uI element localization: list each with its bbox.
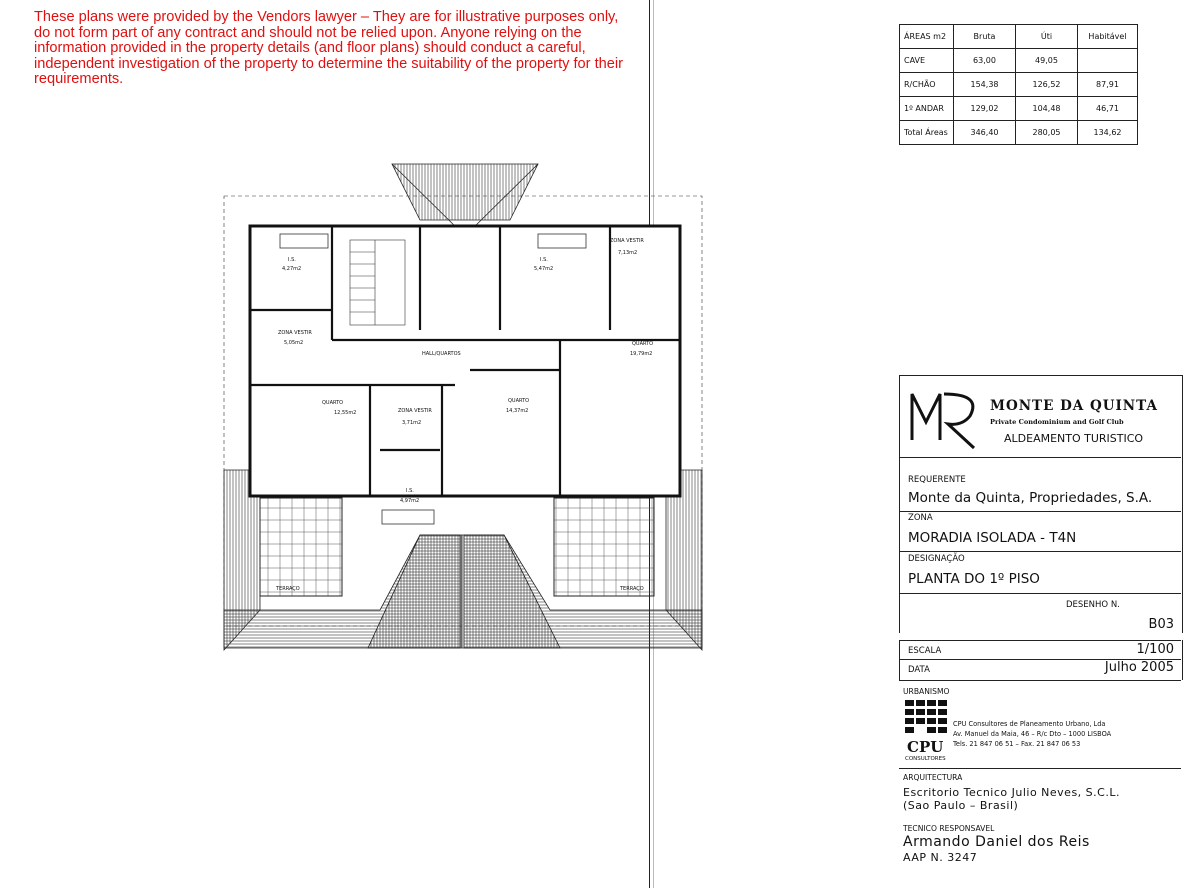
- room-quarto-left: QUARTO: [322, 400, 344, 406]
- bathtub-center: [382, 510, 434, 524]
- data-value: Julho 2005: [1104, 660, 1174, 675]
- header-habitavel: Habitável: [1078, 25, 1138, 49]
- room-zona-vestir-top-area: 7,13m2: [618, 250, 638, 256]
- desenho-label: DESENHO N.: [1066, 600, 1120, 610]
- roof-bottom-center: [368, 535, 560, 648]
- room-quarto-center: QUARTO: [508, 398, 530, 404]
- room-hall: HALL/QUARTOS: [422, 351, 461, 357]
- row-label: Total Áreas: [900, 121, 954, 145]
- logo-name: MONTE DA QUINTA: [990, 398, 1158, 414]
- cell-util: 126,52: [1016, 73, 1078, 97]
- room-zona-vestir-top: ZONA VESTIR: [610, 238, 644, 244]
- room-zona-vestir-center-area: 3,71m2: [402, 420, 422, 426]
- scale-date-box: [899, 640, 1183, 680]
- cell-util: 49,05: [1016, 49, 1078, 73]
- cpu-logo-sub: CONSULTORES: [905, 756, 946, 762]
- room-terraco-right: TERRAÇO: [620, 586, 644, 592]
- cell-habitavel: [1078, 49, 1138, 73]
- table-row: [900, 73, 1138, 97]
- cpu-line-3: Tels. 21 847 06 51 – Fax. 21 847 06 53: [953, 740, 1081, 748]
- room-zona-vestir-center: ZONA VESTIR: [398, 408, 432, 414]
- divider: [899, 768, 1181, 769]
- disclaimer: These plans were provided by the Vendors lawyer – They are for illustrative purposes only, do not form part of any contract and should not be relied upon. Anyone relying on the information provided in the property details (and floor plans) should conduct a careful, independent investigation of the property to determine the suitability of the property for their requirements.: [34, 9, 623, 88]
- title-block: [899, 375, 1181, 875]
- room-is-center-area: 4,97m2: [400, 498, 420, 504]
- room-quarto-center-area: 14,37m2: [506, 408, 529, 414]
- cell-util: 104,48: [1016, 97, 1078, 121]
- urbanismo-label: URBANISMO: [903, 687, 950, 696]
- cpu-logo-grid: [905, 700, 951, 734]
- arquitectura-line-1: Escritorio Tecnico Julio Neves, S.C.L.: [903, 786, 1120, 799]
- aap-value: AAP N. 3247: [903, 851, 978, 864]
- arquitectura-line-2: (Sao Paulo – Brasil): [903, 799, 1019, 812]
- header-areas: ÁREAS m2: [900, 25, 954, 49]
- terrace-left: [260, 498, 342, 596]
- table-row: [900, 121, 1138, 145]
- monte-da-quinta-logo: [904, 382, 988, 452]
- areas-table-header: [900, 25, 1138, 49]
- cell-bruta: 346,40: [954, 121, 1016, 145]
- logo-subtitle: Private Condominium and Golf Club: [990, 418, 1124, 426]
- room-is-right-area: 5,47m2: [534, 266, 554, 272]
- room-zona-vestir-left-area: 5,05m2: [284, 340, 304, 346]
- cell-bruta: 129,02: [954, 97, 1016, 121]
- desenho-value: B03: [1148, 617, 1174, 632]
- cell-habitavel: 134,62: [1078, 121, 1138, 145]
- room-terraco-left: TERRAÇO: [276, 586, 300, 592]
- designacao-label: DESIGNAÇÃO: [908, 554, 965, 564]
- row-label: CAVE: [900, 49, 954, 73]
- divider: [899, 680, 1181, 681]
- escala-value: 1/100: [1136, 642, 1174, 657]
- cell-bruta: 63,00: [954, 49, 1016, 73]
- tecnico-label: TECNICO RESPONSAVEL: [903, 824, 995, 833]
- divider: [899, 511, 1181, 512]
- logo-box: [899, 375, 1183, 458]
- header-util: Úti: [1016, 25, 1078, 49]
- requerente-value: Monte da Quinta, Propriedades, S.A.: [908, 490, 1153, 506]
- arquitectura-label: ARQUITECTURA: [903, 773, 963, 782]
- row-label: R/CHÃO: [900, 73, 954, 97]
- terrace-right: [554, 498, 654, 596]
- room-quarto-right: QUARTO: [632, 341, 654, 347]
- cell-habitavel: 87,91: [1078, 73, 1138, 97]
- cpu-address: [953, 719, 1111, 749]
- zona-value: MORADIA ISOLADA - T4N: [908, 530, 1077, 546]
- fields-box: [899, 457, 1183, 633]
- room-is-center: I.S.: [406, 488, 414, 494]
- tecnico-value: Armando Daniel dos Reis: [903, 834, 1090, 850]
- room-is-right: I.S.: [540, 257, 548, 263]
- areas-table: [899, 24, 1138, 145]
- floor-plan: [220, 160, 710, 670]
- cell-util: 280,05: [1016, 121, 1078, 145]
- cpu-line-2: Av. Manuel da Maia, 46 – R/c Dto – 1000 LISBOA: [953, 730, 1112, 738]
- header-bruta: Bruta: [954, 25, 1016, 49]
- room-is-left-area: 4,27m2: [282, 266, 302, 272]
- requerente-label: REQUERENTE: [908, 475, 966, 485]
- roof-top: [392, 164, 538, 220]
- table-row: [900, 97, 1138, 121]
- room-zona-vestir-left: ZONA VESTIR: [278, 330, 312, 336]
- divider: [899, 593, 1181, 594]
- designacao-value: PLANTA DO 1º PISO: [908, 571, 1040, 587]
- divider: [899, 551, 1181, 552]
- room-quarto-left-area: 12,55m2: [334, 410, 357, 416]
- data-label: DATA: [908, 665, 930, 675]
- cell-habitavel: 46,71: [1078, 97, 1138, 121]
- escala-label: ESCALA: [908, 646, 942, 656]
- cell-bruta: 154,38: [954, 73, 1016, 97]
- row-label: 1º ANDAR: [900, 97, 954, 121]
- cpu-line-1: CPU Consultores de Planeamento Urbano, Lda: [953, 720, 1106, 728]
- room-quarto-right-area: 19,79m2: [630, 351, 653, 357]
- room-is-left: I.S.: [288, 257, 296, 263]
- cpu-logo-text: CPU: [907, 738, 944, 756]
- zona-label: ZONA: [908, 513, 933, 523]
- table-row: [900, 49, 1138, 73]
- building-walls: [250, 226, 680, 496]
- logo-subtitle-2: ALDEAMENTO TURISTICO: [1004, 432, 1144, 445]
